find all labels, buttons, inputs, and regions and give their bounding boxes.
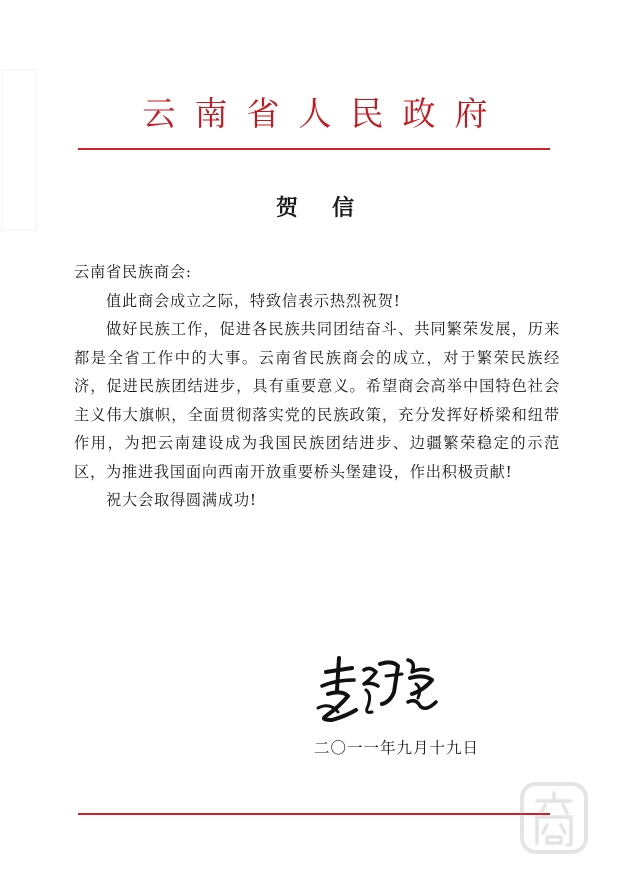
handwritten-signature — [312, 650, 442, 730]
letter-body — [74, 258, 560, 515]
paragraph-main: 做好民族工作，促进各民族共同团结奋斗、共同繁荣发展，历来都是全省工作中的大事。云南省民族商会的成立，对于繁荣民族经济，促进民族团结进步，具有重要意义。希望商会高举中国特色社会主义伟大旗帜，全面贯彻落实党的民族政策，充分发挥好桥梁和纽带作用，为把云南建设成为我国民族团结进步、边疆繁荣稳定的示范区，为推进我国面向西南开放重要桥头堡建设，作出积极贡献! — [74, 320, 560, 481]
paragraph-congratulation: 值此商会成立之际，特致信表示热烈祝贺! — [106, 291, 401, 310]
shang-logo-icon — [519, 781, 589, 855]
letter-title: 贺信 — [275, 195, 388, 221]
letterhead-red-rule — [78, 148, 550, 150]
footer-red-rule — [78, 813, 550, 815]
paragraph-closing: 祝大会取得圆满成功! — [106, 491, 257, 509]
letterhead-title: 云南省人民政府 — [142, 94, 507, 133]
letter-date: 二〇一一年九月十九日 — [314, 739, 480, 757]
salutation: 云南省民族商会: — [74, 263, 192, 281]
